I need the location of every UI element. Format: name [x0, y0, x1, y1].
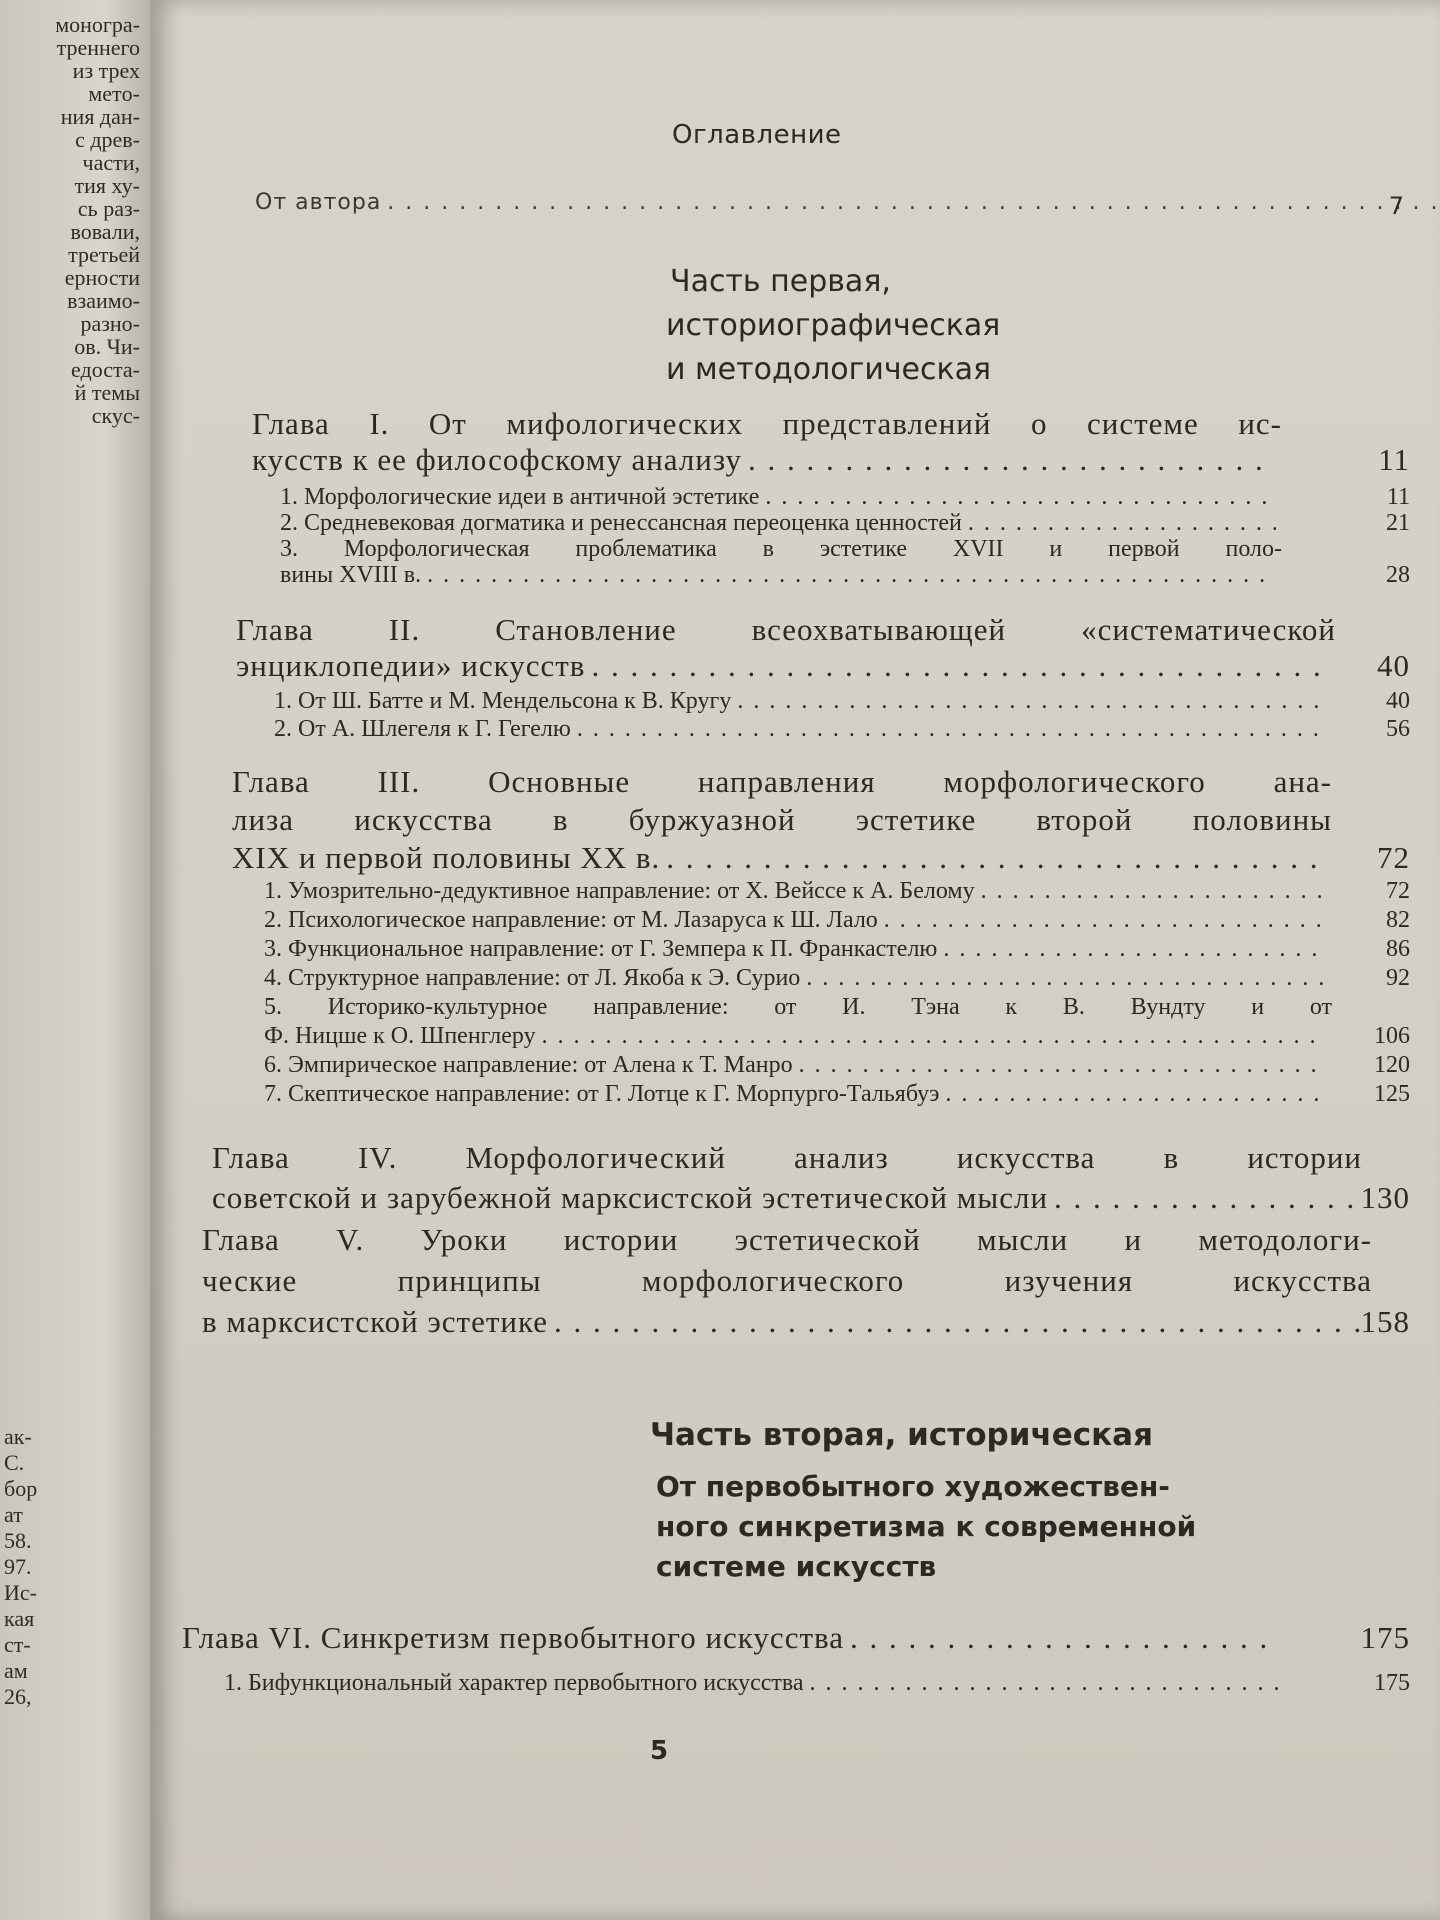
facing-page-edge	[0, 0, 150, 1920]
chapter-text: Глава II. Становление всеохватывающей «систематической	[236, 612, 1336, 647]
from-author-label: От автора	[255, 190, 382, 215]
section-line	[280, 536, 1282, 563]
facing-page-line: 58.	[4, 1528, 32, 1553]
leader-dots	[554, 1304, 1366, 1340]
chapter-text: Глава VI. Синкретизм первобытного искусства	[182, 1620, 844, 1655]
leader-dots	[666, 840, 1326, 876]
section-page: 106	[1374, 1023, 1410, 1049]
section-line	[224, 1670, 1284, 1697]
leader-dots	[542, 1023, 1326, 1050]
chapter-line	[252, 442, 1282, 478]
chapter-text: Глава IV. Морфологический анализ искусства в истории	[212, 1140, 1362, 1175]
facing-page-line: ам	[4, 1658, 28, 1683]
section-page: 120	[1374, 1052, 1410, 1078]
chapter-text: ческие принципы морфологического изучения искусства	[202, 1263, 1372, 1298]
section-text: 2. Средневековая догматика и ренессансная переоценка ценностей	[280, 510, 962, 536]
section-line	[264, 1081, 1332, 1108]
section-line	[264, 936, 1332, 963]
chapter-page: 130	[1360, 1180, 1410, 1215]
chapter-line	[252, 406, 1282, 442]
chapter-text: кусств к ее философскому анализу	[252, 442, 742, 477]
section-text: Ф. Ницше к О. Шпенглеру	[264, 1023, 536, 1049]
facing-page-line: тия ху-	[74, 173, 140, 198]
leader-dots	[806, 965, 1326, 992]
leader-dots	[850, 1620, 1276, 1656]
section-line	[280, 510, 1282, 537]
section-page: 28	[1386, 562, 1410, 588]
chapter-line	[232, 802, 1332, 838]
chapter-line	[202, 1263, 1372, 1299]
section-page: 56	[1386, 716, 1410, 742]
section-text: 7. Скептическое направление: от Г. Лотце к Г. Морпурго-Тальябуэ	[264, 1081, 940, 1107]
facing-page-line: ов. Чи-	[74, 334, 140, 359]
section-page: 40	[1386, 688, 1410, 714]
facing-page-line: ния дан-	[60, 104, 140, 129]
section-line	[274, 716, 1336, 743]
chapter-text: в марксистской эстетике	[202, 1304, 549, 1339]
facing-page-line: едоста-	[71, 357, 140, 382]
leader-dots	[765, 484, 1276, 511]
leader-dots	[884, 907, 1326, 934]
part2-subtitle-line2: ного синкретизма к современной	[656, 1510, 1197, 1543]
chapter-line	[236, 648, 1336, 684]
section-page: 82	[1386, 907, 1410, 933]
facing-page-line: й темы	[74, 380, 140, 405]
facing-page-line: третьей	[68, 242, 140, 267]
section-line	[264, 1023, 1332, 1050]
leader-dots	[981, 878, 1326, 905]
facing-page-line: бор	[4, 1476, 38, 1501]
facing-page-line: метo-	[88, 81, 140, 106]
toc-page	[150, 0, 1440, 1920]
facing-page-line: Ис-	[4, 1580, 37, 1605]
section-text: 1. От Ш. Батте и М. Мендельсона к В. Кругу	[274, 688, 732, 714]
chapter-text: советской и зарубежной марксистской эстетической мысли	[212, 1180, 1049, 1215]
section-line	[264, 965, 1332, 992]
part2-subtitle-line3: системе искусств	[656, 1550, 937, 1583]
leader-dots	[810, 1670, 1278, 1697]
from-author-page: 7	[1388, 192, 1404, 220]
chapter-line	[232, 840, 1332, 876]
chapter-page: 175	[1360, 1620, 1410, 1655]
facing-page-line: с древ-	[75, 127, 140, 152]
chapter-page: 11	[1378, 442, 1410, 477]
section-text: 3. Функциональное направление: от Г. Земпера к П. Франкастелю	[264, 936, 938, 962]
chapter-line	[212, 1180, 1362, 1216]
section-text: 2. От А. Шлегеля к Г. Гегелю	[274, 716, 571, 742]
part1-title-line2: историографическая	[666, 308, 1001, 343]
facing-page-line: моногра-	[55, 12, 140, 37]
leader-dots	[591, 648, 1330, 684]
facing-page-line: сь раз-	[77, 196, 140, 221]
from-author-row	[255, 190, 1440, 215]
toc-heading: Оглавление	[672, 120, 842, 150]
section-line	[264, 994, 1332, 1021]
facing-page-line: 26,	[4, 1684, 32, 1709]
facing-page-line: части,	[82, 150, 140, 175]
part2-title: Часть вторая, историческая	[650, 1417, 1153, 1453]
section-line	[264, 907, 1332, 934]
leader-dots	[427, 562, 1276, 589]
chapter-page: 72	[1377, 840, 1410, 875]
section-text: 4. Структурное направление: от Л. Якоба к Э. Сурио	[264, 965, 801, 991]
section-text: 2. Психологическое направление: от М. Лазаруса к Ш. Лало	[264, 907, 878, 933]
chapter-text: Глава V. Уроки истории эстетической мысли и методологи-	[202, 1222, 1372, 1257]
leader-dots	[799, 1052, 1326, 1079]
section-text: 6. Эмпирическое направление: от Алена к Т. Манро	[264, 1052, 793, 1078]
chapter-line	[232, 764, 1332, 800]
chapter-line	[202, 1222, 1372, 1258]
leader-dots	[1054, 1180, 1356, 1216]
leader-dots	[943, 936, 1326, 963]
leader-dots	[945, 1081, 1326, 1108]
part1-title-line3: и методологическая	[666, 352, 992, 387]
section-page: 86	[1386, 936, 1410, 962]
section-page: 21	[1386, 510, 1410, 536]
part1-title-line1: Часть первая,	[670, 264, 891, 299]
facing-page-line: треннего	[56, 35, 140, 60]
chapter-line	[202, 1304, 1372, 1340]
leader-dots	[968, 510, 1276, 537]
facing-page-line: ерности	[64, 265, 140, 290]
chapter-line	[182, 1620, 1282, 1656]
facing-page-line: ст-	[4, 1632, 31, 1657]
section-text: 1. Морфологические идеи в античной эстетике	[280, 484, 760, 510]
chapter-line	[212, 1140, 1362, 1176]
section-page: 175	[1374, 1670, 1410, 1696]
chapter-text: Глава I. От мифологических представлений о системе ис-	[252, 406, 1282, 441]
section-line	[280, 562, 1282, 589]
section-text: 1. Бифункциональный характер первобытного искусства	[224, 1670, 804, 1696]
chapter-text: XIX и первой половины XX в.	[232, 840, 661, 875]
chapter-text: энциклопедии» искусств	[236, 648, 586, 683]
facing-page-line: вовали,	[70, 219, 140, 244]
page-number: 5	[650, 1736, 669, 1766]
section-text: 5. Историко-культурное направление: от И. Тэна к В. Вундту и от	[264, 994, 1332, 1020]
leader-dots	[748, 442, 1276, 478]
leader-dots	[737, 688, 1330, 715]
chapter-page: 40	[1377, 648, 1410, 683]
section-line	[264, 1052, 1332, 1079]
chapter-page: 158	[1360, 1304, 1410, 1339]
section-line	[264, 878, 1332, 905]
facing-page-line: из трех	[72, 58, 140, 83]
facing-page-line: взаимо-	[67, 288, 140, 313]
section-page: 125	[1374, 1081, 1410, 1107]
facing-page-line: С.	[4, 1450, 25, 1475]
leader-dots	[387, 190, 1439, 215]
facing-page-line: ак-	[4, 1424, 32, 1449]
section-text: 3. Морфологическая проблематика в эстетике XVII и первой поло-	[280, 536, 1282, 562]
section-page: 92	[1386, 965, 1410, 991]
section-line	[280, 484, 1282, 511]
chapter-text: лиза искусства в буржуазной эстетике второй половины	[232, 802, 1332, 837]
facing-page-line: 97.	[4, 1554, 32, 1579]
section-line	[274, 688, 1336, 715]
facing-page-line: разно-	[80, 311, 140, 336]
facing-page-line: ат	[4, 1502, 23, 1527]
part2-subtitle-line1: От первобытного художествен-	[656, 1470, 1170, 1503]
chapter-text: Глава III. Основные направления морфологического ана-	[232, 764, 1332, 799]
leader-dots	[577, 716, 1330, 743]
facing-page-line: скус-	[91, 403, 140, 428]
section-page: 72	[1386, 878, 1410, 904]
section-text: 1. Умозрительно-дедуктивное направление: от Х. Вейссе к А. Белому	[264, 878, 975, 904]
chapter-line	[236, 612, 1336, 648]
section-page: 11	[1386, 484, 1410, 510]
facing-page-line: кая	[4, 1606, 35, 1631]
section-text: вины XVIII в.	[280, 562, 422, 588]
